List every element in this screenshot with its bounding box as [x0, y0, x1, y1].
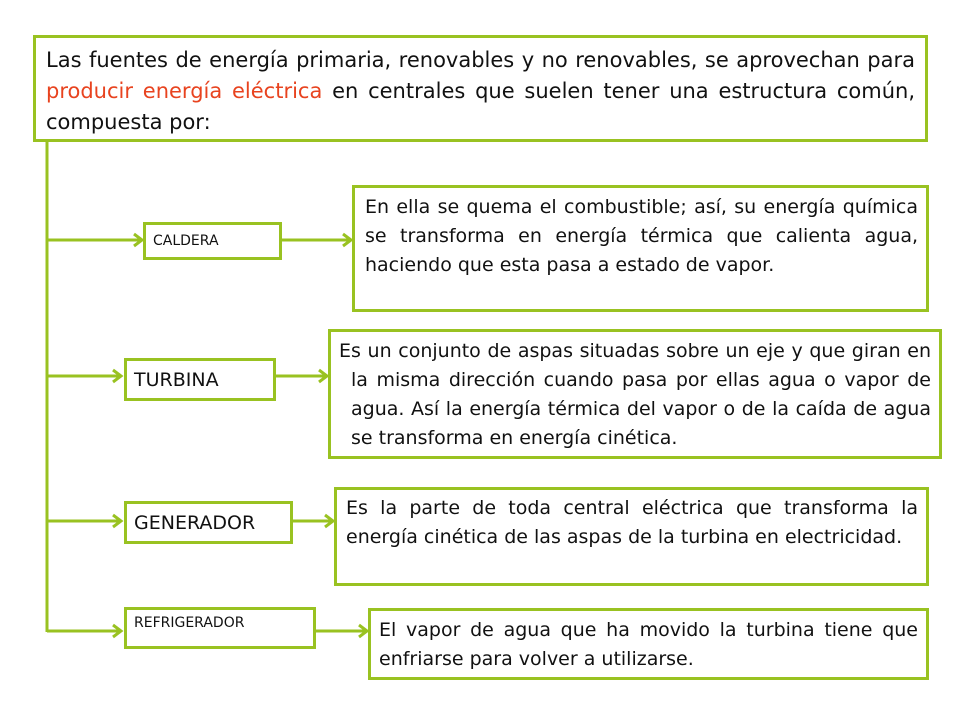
- intro-box: [33, 35, 928, 142]
- caldera-label: CALDERA: [153, 233, 219, 249]
- generador-description-box: [334, 487, 929, 586]
- caldera-label-box: [143, 222, 282, 260]
- turbina-description-box: [328, 329, 942, 459]
- intro-text-before: Las fuentes de energía primaria, renovables y no renovables, se aprovechan para: [46, 48, 915, 72]
- caldera-description: En ella se quema el combustible; así, su energía química se transforma en energía térmica que calienta agua, haciendo que esta pasa a estado de vapor.: [365, 196, 918, 276]
- intro-highlight: producir energía eléctrica: [46, 79, 323, 103]
- caldera-description-box: [352, 185, 929, 312]
- refrigerador-label: REFRIGERADOR: [134, 615, 245, 631]
- refrigerador-description-box: [368, 608, 929, 680]
- intro-text-after: en centrales que suelen tener una estructura común, compuesta por:: [46, 79, 915, 134]
- generador-label-box: [124, 501, 293, 544]
- refrigerador-label-box: [124, 607, 316, 649]
- refrigerador-description: El vapor de agua que ha movido la turbina tiene que enfriarse para volver a utilizarse.: [379, 619, 918, 670]
- turbina-description: Es un conjunto de aspas situadas sobre un eje y que giran en la misma dirección cuando pasa por ellas agua o vapor de agua. Así la energía térmica del vapor o de la caída de agua se transforma en energía cinética.: [339, 340, 931, 449]
- generador-description: Es la parte de toda central eléctrica que transforma la energía cinética de las aspas de la turbina en electricidad.: [346, 497, 918, 548]
- turbina-label: TURBINA: [134, 368, 219, 391]
- turbina-label-box: [124, 358, 276, 401]
- generador-label: GENERADOR: [134, 511, 256, 534]
